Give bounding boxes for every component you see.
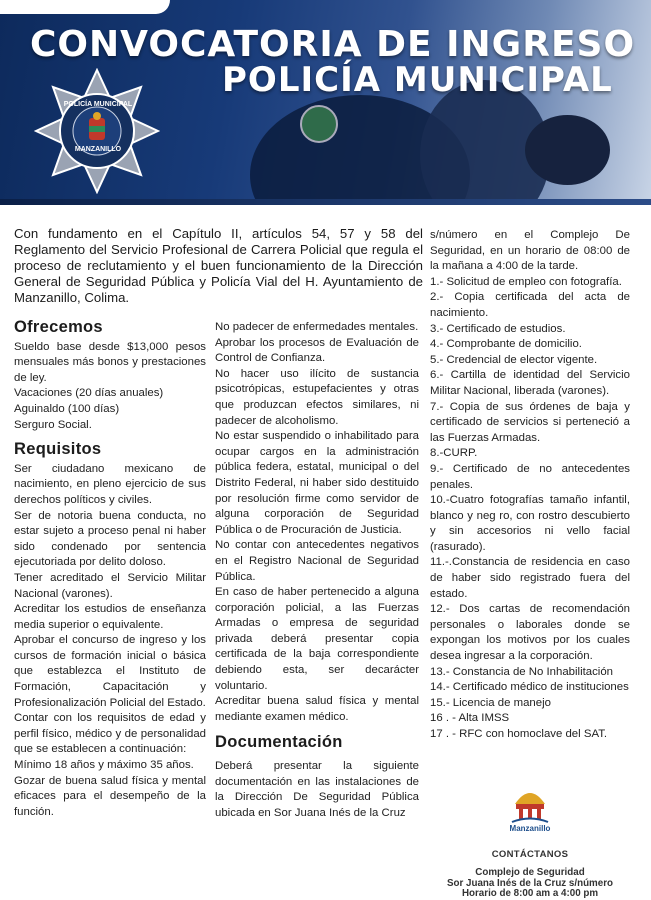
badge-bottom-label: MANZANILLO: [74, 146, 122, 153]
document-item: 4.- Comprobante de domicilio.: [430, 338, 582, 351]
document-item: 7.- Copia de sus órdenes de baja y certificado de servicios si perteneció a las Fuerzas Armadas.: [430, 400, 630, 444]
documentacion-intro: Deberá presentar la siguiente documentación en las instalaciones de la Dirección De Seguridad Pública ubicada en Sor Juana Inés de la Cruz: [215, 760, 419, 819]
police-star-badge-icon: [34, 68, 160, 194]
requisito-item: Mínimo 18 años y máximo 35 años.: [14, 759, 194, 772]
page-title-line1: CONVOCATORIA DE INGRESO: [30, 24, 636, 65]
ofrecemos-item: Serguro Social.: [14, 418, 92, 431]
contact-title: CONTÁCTANOS: [491, 849, 569, 860]
manzanillo-municipal-logo-icon: [507, 780, 553, 826]
requisito-item: En caso de haber pertenecido a alguna corporación policial, a las Fuerzas Armadas o empresa de seguridad privada deberá presentar copia certificada de la baja correspondiente debiendo esta, ser decarácter voluntario.: [215, 586, 419, 692]
banner-corner: [0, 0, 170, 14]
badge-top-label: POLICÍA MUNICIPAL: [63, 101, 133, 108]
requisito-item: Gozar de buena salud física y mental eficaces para el desempeño de la función.: [14, 774, 206, 818]
requisito-item: Acreditar buena salud física y mental mediante examen médico.: [215, 695, 419, 723]
document-item: 8.-CURP.: [430, 447, 478, 460]
banner-bottom-strip: [0, 199, 651, 205]
contact-block: [432, 780, 628, 900]
documentacion-intro-cont: s/número en el Complejo De Seguridad, en un horario de 08:00 de la mañana a 4:00 de la tarde.: [430, 229, 630, 273]
document-item: 2.- Copia certificada del acta de nacimiento.: [430, 291, 630, 319]
ofrecemos-item: Vacaciones (20 días anuales): [14, 387, 164, 400]
document-item: 3.- Certificado de estudios.: [430, 322, 566, 335]
requisito-item: Contar con los requisitos de edad y perfil físico, médico y de personalidad que se establecen a continuación:: [14, 712, 206, 756]
requisito-item: Ser ciudadano mexicano de nacimiento, en pleno ejercicio de sus derechos políticos y civiles.: [14, 462, 206, 506]
document-item: 5.- Credencial de elector vigente.: [430, 353, 598, 366]
document-item: 12.- Dos cartas de recomendación personales o laborales donde se expongan los motivos por los cuales desea ingresar a la corporación.: [430, 603, 630, 663]
logo-name: Manzanillo: [509, 824, 551, 833]
ofrecemos-heading: Ofrecemos: [14, 318, 103, 336]
document-item: 13.- Constancia de No Inhabilitación: [430, 665, 613, 678]
document-item: 11.-.Constancia de residencia en caso de haber sido registrado fuera del estado.: [430, 556, 630, 600]
document-item: 9.- Certificado de no antecedentes penales.: [430, 462, 630, 491]
page-title-line2: POLICÍA MUNICIPAL: [222, 60, 613, 100]
requisito-item: No estar suspendido o inhabilitado para ocupar cargos en la administración pública federa, estatal, municipal o del Distrito Federal, ni haber sido destituido por resolución firme como servidor de alguna corporación de Seguridad Pública o de Procuración de Justicia.: [215, 430, 419, 536]
column-middle: [215, 320, 419, 821]
column-left: [14, 320, 206, 820]
requisito-item: Aprobar los procesos de Evaluación de Control de Confianza.: [215, 336, 419, 365]
ofrecemos-item: Aguinaldo (100 días): [14, 402, 120, 415]
requisito-item: No hacer uso ilícito de sustancia psicotrópicas, estupefacientes y otras que produzcan efectos similares, ni padecer de alcoholismo.: [215, 367, 419, 427]
requisito-item: Tener acreditado el Servicio Militar Nacional (varones).: [14, 571, 206, 600]
contact-line: Sor Juana Inés de la Cruz s/número: [446, 877, 614, 889]
document-item: 15.- Licencia de manejo: [430, 696, 551, 709]
requisito-item: Acreditar los estudios de enseñanza media superior o equivalente.: [14, 603, 206, 631]
officer-helmet: [525, 115, 610, 185]
document-item: 14.- Certificado médico de instituciones: [430, 681, 629, 694]
document-item: 16 . - Alta IMSS: [430, 712, 510, 725]
document-item: 10.-Cuatro fotografías tamaño infantil, blanco y neg ro, con rostro descubierto y sin accesorios ni vello facial (rasurado).: [430, 494, 630, 553]
requisito-item: Aprobar el concurso de ingreso y los cursos de formación inicial o básica que establezca el Instituto de Formación, Capacitación y Profesionalización Policial del Estado.: [14, 634, 206, 709]
shoulder-patch: [300, 105, 338, 143]
ofrecemos-item: Sueldo base desde $13,000 pesos mensuales más bonos y prestaciones de ley.: [14, 340, 206, 384]
contact-line: Complejo de Seguridad: [475, 867, 585, 878]
requisito-item: Ser de notoria buena conducta, no estar sujeto a proceso penal ni haber sido condenado por sentencia ejecutoriada por delito doloso.: [14, 509, 206, 569]
contact-line: Horario de 8:00 am a 4:00 pm: [461, 888, 599, 899]
intro-paragraph: Con fundamento en el Capítulo II, artículos 54, 57 y 58 del Reglamento del Servicio Profesional de Carrera Policial que regula el proceso de reclutamiento y el buen funcionamiento de la Dirección General de Seguridad Pública y Policía Vial del H. Ayuntamiento de Manzanillo, Colima.: [14, 226, 423, 305]
requisito-item: No contar con antecedentes negativos en el Registro Nacional de Seguridad Pública.: [215, 539, 419, 583]
requisito-item: No padecer de enfermedades mentales.: [215, 321, 419, 333]
column-right: [430, 228, 630, 743]
document-item: 6.- Cartilla de identidad del Servicio Militar Nacional, liberada (varones).: [430, 369, 630, 397]
document-item: 1.- Solicitud de empleo con fotografía.: [430, 275, 622, 288]
document-item: 17 . - RFC con homoclave del SAT.: [430, 728, 608, 740]
requisitos-heading: Requisitos: [14, 440, 102, 459]
documentacion-heading: Documentación: [215, 733, 343, 752]
